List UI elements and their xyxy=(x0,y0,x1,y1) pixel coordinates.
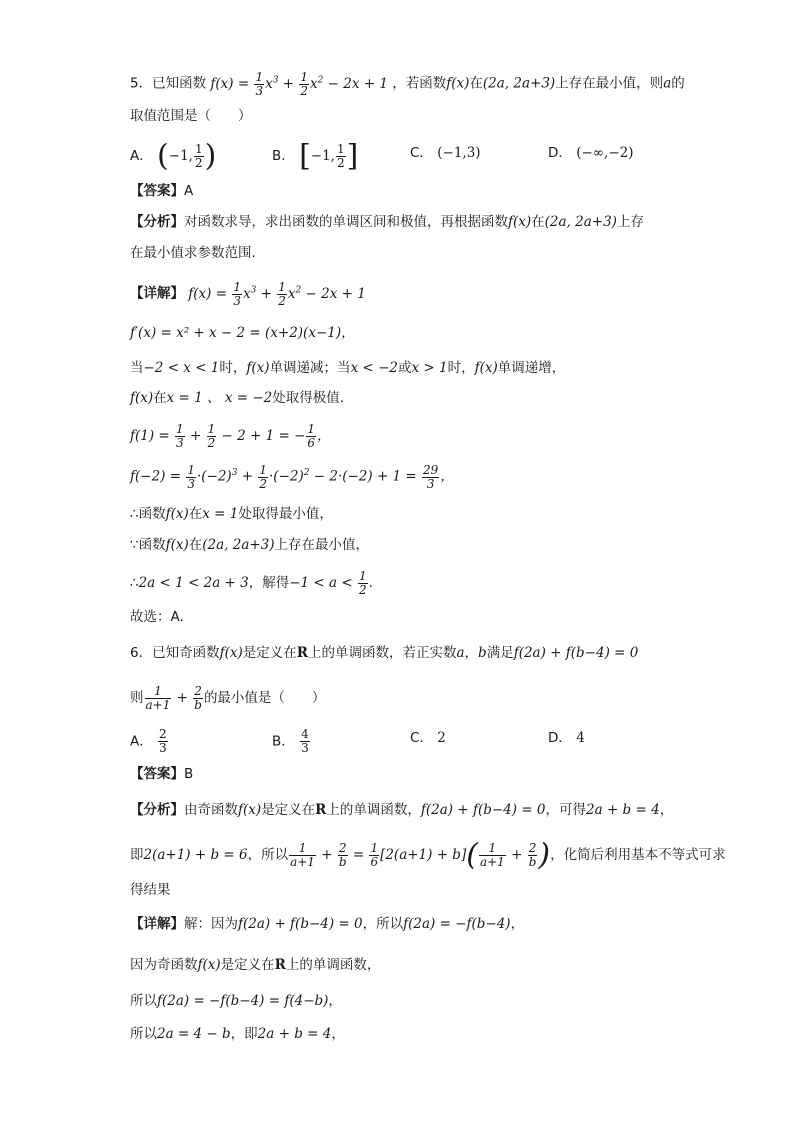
q6-option-b xyxy=(272,728,311,755)
q5-detail-therefore xyxy=(130,570,373,597)
q5-mono-text5: 时， xyxy=(447,360,475,376)
q5-because-fx: f(x) xyxy=(165,537,189,553)
q5-min-text3: 处取得最小值， xyxy=(238,506,333,522)
q6-stem-line1 xyxy=(130,643,638,663)
q6-detail-line1 xyxy=(130,914,524,934)
q5-option-d-value: (−∞,−2) xyxy=(576,145,634,161)
q5-mono-fx2: f(x) xyxy=(474,360,498,376)
q6-option-b-value: $\frac{4}{3}$ xyxy=(301,727,309,755)
q6-analysis-l2-expr: $\frac{1}{a+1}$ + $\frac{2}{b}$ = $\frac{1}{6}$ [2(a+1) + b]( $\frac{1}{a+1}$ + $\frac{2}{b}$ ) xyxy=(290,837,551,873)
q5-detail-func: f(x) = $\frac{1}{3}$ $x^3$ + $\frac{1}{2}$ $x^2 - 2x + 1$ xyxy=(188,279,366,308)
q5-option-a-value: (−1, $\frac{1}{2}$ ) xyxy=(157,138,217,174)
q5-option-b-label: B． xyxy=(272,148,295,164)
q6-d3-eq: f(2a) = −f(b−4) = f(4−b) xyxy=(157,993,329,1009)
q6-d4-eq1: 2a = 4 − b xyxy=(157,1026,231,1042)
q5-mono-text1: 当 xyxy=(130,360,144,376)
q6-d4-text2: ，即 xyxy=(230,1026,258,1042)
q6-analysis-text3: 上的单调函数， xyxy=(326,802,421,818)
q5-therefore-result: −1 < a < $\frac{1}{2}$ xyxy=(289,569,367,597)
q5-detail-derivative: f′(x) = x² + x − 2 = (x+2)(x−1)， xyxy=(130,325,355,341)
q6-d3-text2: ， xyxy=(328,993,342,1009)
q5-ext-points: x = 1 、 x = −2 xyxy=(166,390,273,406)
q6-analysis-line3: 得结果 xyxy=(130,882,171,898)
q6-analysis-condition: f(2a) + f(b−4) = 0 xyxy=(420,802,546,818)
q5-therefore-end: . xyxy=(368,575,373,591)
q5-detail-extremum xyxy=(130,388,344,408)
q5-fx: f(x) xyxy=(446,75,470,92)
q5-mono-cond3: x > 1 xyxy=(411,360,448,376)
q6-stem-condition: f(2a) + f(b−4) = 0 xyxy=(513,645,639,661)
q5-mono-cond1: −2 < x < 1 xyxy=(143,360,220,376)
q6-stem-r: R xyxy=(296,645,308,661)
q5-option-d-label: D． xyxy=(548,145,572,161)
q5-option-b xyxy=(272,138,359,174)
q6-answer-tag: 【答案】 xyxy=(130,766,184,782)
q6-option-a-value: $\frac{2}{3}$ xyxy=(159,727,167,755)
q6-analysis-l2-text3: ，化简后利用基本不等式可求 xyxy=(550,847,726,863)
q6-option-c-value: 2 xyxy=(437,730,446,746)
q5-detail-because xyxy=(130,535,369,555)
q6-d2-fx: f(x) xyxy=(197,957,221,973)
q6-d1-result: f(2a) = −f(b−4) xyxy=(403,916,511,932)
q5-stem-prefix: 5．已知函数 xyxy=(130,75,207,92)
q5-option-c-label: C． xyxy=(410,145,433,161)
q5-analysis-line2: 在最小值求参数范围. xyxy=(130,245,256,261)
q6-stem-expression: $\frac{1}{a+1}$ + $\frac{2}{b}$ xyxy=(145,684,202,712)
q6-analysis-line1 xyxy=(130,800,673,820)
q6-answer xyxy=(130,764,193,784)
q5-answer xyxy=(130,181,193,201)
q6-stem-a: a xyxy=(456,645,465,661)
q6-analysis-l2-text2: ，所以 xyxy=(247,847,289,863)
q5-option-c-value: (−1,3) xyxy=(437,145,481,161)
q6-d4-text3: ， xyxy=(331,1026,345,1042)
q5-detail-tag: 【详解】 xyxy=(130,285,184,302)
q5-stem-mid: ，若函数 xyxy=(392,75,447,92)
q6-analysis-tag: 【分析】 xyxy=(130,802,184,818)
q5-mono-fx1: f(x) xyxy=(246,360,270,376)
q6-analysis-l2-eq: 2(a+1) + b = 6 xyxy=(143,847,248,863)
q6-stem-text2: 是定义在 xyxy=(242,645,297,661)
q5-stem-mid2: 在 xyxy=(469,75,483,92)
q5-option-a-label: A． xyxy=(130,148,153,164)
q5-mono-cond2: x < −2 xyxy=(350,360,398,376)
q5-detail-line1 xyxy=(130,280,366,308)
q6-d3-text1: 所以 xyxy=(130,993,157,1009)
q5-mono-text6: 单调递增， xyxy=(497,360,566,376)
q6-analysis-text4: ，可得 xyxy=(545,802,587,818)
q5-analysis-tag: 【分析】 xyxy=(130,214,184,230)
q5-option-d xyxy=(548,143,634,163)
q6-analysis-r: R xyxy=(315,802,327,818)
q6-stem-text3: 上的单调函数，若正实数 xyxy=(307,645,457,661)
q6-d4-eq2: 2a + b = 4 xyxy=(257,1026,332,1042)
q5-because-text3: 上存在最小值， xyxy=(274,537,370,553)
q6-option-b-label: B． xyxy=(272,733,295,750)
q5-mono-text4: 或 xyxy=(397,360,412,376)
q6-detail-tag: 【详解】 xyxy=(130,916,184,932)
q5-analysis-line1 xyxy=(130,212,644,232)
q5-func-definition: f(x) = $\frac{1}{3}$ $x^3$ + $\frac{1}{2}$ $x^2 - 2x + 1$ xyxy=(210,69,388,98)
q5-ext-text1: 在 xyxy=(153,390,167,406)
q5-mono-text3: 单调递减；当 xyxy=(269,360,351,376)
q5-option-b-value: [−1, $\frac{1}{2}$ ] xyxy=(299,138,359,174)
q5-min-fx: f(x) xyxy=(165,506,189,522)
q6-stem-question: 的最小值是（ ） xyxy=(203,690,326,706)
q5-detail-f1: f(1) = $\frac{1}{3}$ + $\frac{1}{2}$ − 2 + 1 = − $\frac{1}{6}$ ， xyxy=(130,422,331,450)
q6-stem-line2 xyxy=(130,685,325,712)
q6-option-a-label: A． xyxy=(130,733,153,750)
q5-answer-tag: 【答案】 xyxy=(130,183,184,199)
q5-stem-line2: 取值范围是（ ） xyxy=(130,108,252,124)
q5-conclusion: 故选：A. xyxy=(130,609,184,625)
q5-analysis-interval: (2a, 2a+3) xyxy=(544,214,617,230)
q5-stem-end: 的 xyxy=(671,75,685,92)
q5-interval: (2a, 2a+3) xyxy=(482,75,556,92)
q5-stem-line1 xyxy=(130,70,685,98)
q6-analysis-line2 xyxy=(130,837,726,873)
q6-d1-text1: 解：因为 xyxy=(184,916,238,932)
q6-detail-line4 xyxy=(130,1024,345,1044)
q6-stem-text4: 满足 xyxy=(486,645,514,661)
q6-analysis-text1: 由奇函数 xyxy=(184,802,238,818)
q5-analysis-text1: 对函数求导，求出函数的单调区间和极值，再根据函数 xyxy=(184,214,508,230)
q6-analysis-text2: 是定义在 xyxy=(261,802,316,818)
q5-detail-min xyxy=(130,504,333,524)
q5-analysis-text2: 上存 xyxy=(616,214,644,230)
q5-therefore-inequality: 2a < 1 < 2a + 3 xyxy=(138,575,249,591)
q5-because-text1: ∵函数 xyxy=(130,537,166,553)
q6-d2-text2: 是定义在 xyxy=(220,957,275,973)
q5-because-text2: 在 xyxy=(188,537,203,553)
q6-analysis-l2-text1: 即 xyxy=(130,847,144,863)
q5-answer-value: A xyxy=(184,183,194,199)
q6-stem-fx: f(x) xyxy=(219,645,243,661)
q6-d1-condition: f(2a) + f(b−4) = 0 xyxy=(238,916,363,932)
q5-min-text2: 在 xyxy=(188,506,203,522)
q5-therefore-symbol: ∴ xyxy=(130,575,139,591)
q6-option-c xyxy=(410,728,446,748)
q6-d1-text3: ， xyxy=(510,916,525,932)
q5-therefore-text: ，解得 xyxy=(248,575,290,591)
q6-d4-text1: 所以 xyxy=(130,1026,157,1042)
q5-because-interval: (2a, 2a+3) xyxy=(202,537,275,553)
q5-ext-fx: f(x) xyxy=(130,390,154,406)
q6-d1-text2: ，所以 xyxy=(362,916,404,932)
q6-stem-text1: 6．已知奇函数 xyxy=(130,645,220,661)
q6-detail-line3 xyxy=(130,991,342,1011)
q6-analysis-result: 2a + b = 4 xyxy=(586,802,660,818)
q5-ext-text2: 处取得极值. xyxy=(272,390,345,406)
q6-detail-line2 xyxy=(130,955,380,975)
q5-analysis-in: 在 xyxy=(531,214,545,230)
q5-var-a: a xyxy=(663,75,672,92)
q5-analysis-fx: f(x) xyxy=(508,214,532,230)
q5-option-c xyxy=(410,143,481,163)
q6-option-c-label: C． xyxy=(410,730,433,746)
q5-mono-text2: 时， xyxy=(219,360,247,376)
q6-option-d-label: D． xyxy=(548,730,572,746)
q6-answer-value: B xyxy=(184,766,194,782)
q6-d2-text1: 因为奇函数 xyxy=(130,957,198,973)
q6-option-a xyxy=(130,728,169,755)
q5-detail-monotonic xyxy=(130,358,565,378)
q6-option-d xyxy=(548,728,585,748)
q6-stem-then: 则 xyxy=(130,690,144,706)
q6-d2-r: R xyxy=(274,957,286,973)
q5-min-point: x = 1 xyxy=(202,506,239,522)
q5-option-a xyxy=(130,138,217,174)
q5-min-text1: ∴函数 xyxy=(130,506,166,522)
q6-d2-text3: 上的单调函数， xyxy=(285,957,381,973)
q6-analysis-text5: ， xyxy=(659,802,674,818)
q6-analysis-fx: f(x) xyxy=(238,802,262,818)
q6-stem-sep: ， xyxy=(464,645,479,661)
q5-detail-fm2: f(−2) = $\frac{1}{3}$ $\cdot(-2)^3$ + $\frac{1}{2}$ $\cdot(-2)^2 - 2\cdot(-2) + 1$ = $\frac{29}{3}$ ， xyxy=(130,462,454,491)
q6-option-d-value: 4 xyxy=(576,730,585,746)
q6-stem-b: b xyxy=(478,645,487,661)
q5-stem-suffix: 上存在最小值，则 xyxy=(555,75,664,92)
